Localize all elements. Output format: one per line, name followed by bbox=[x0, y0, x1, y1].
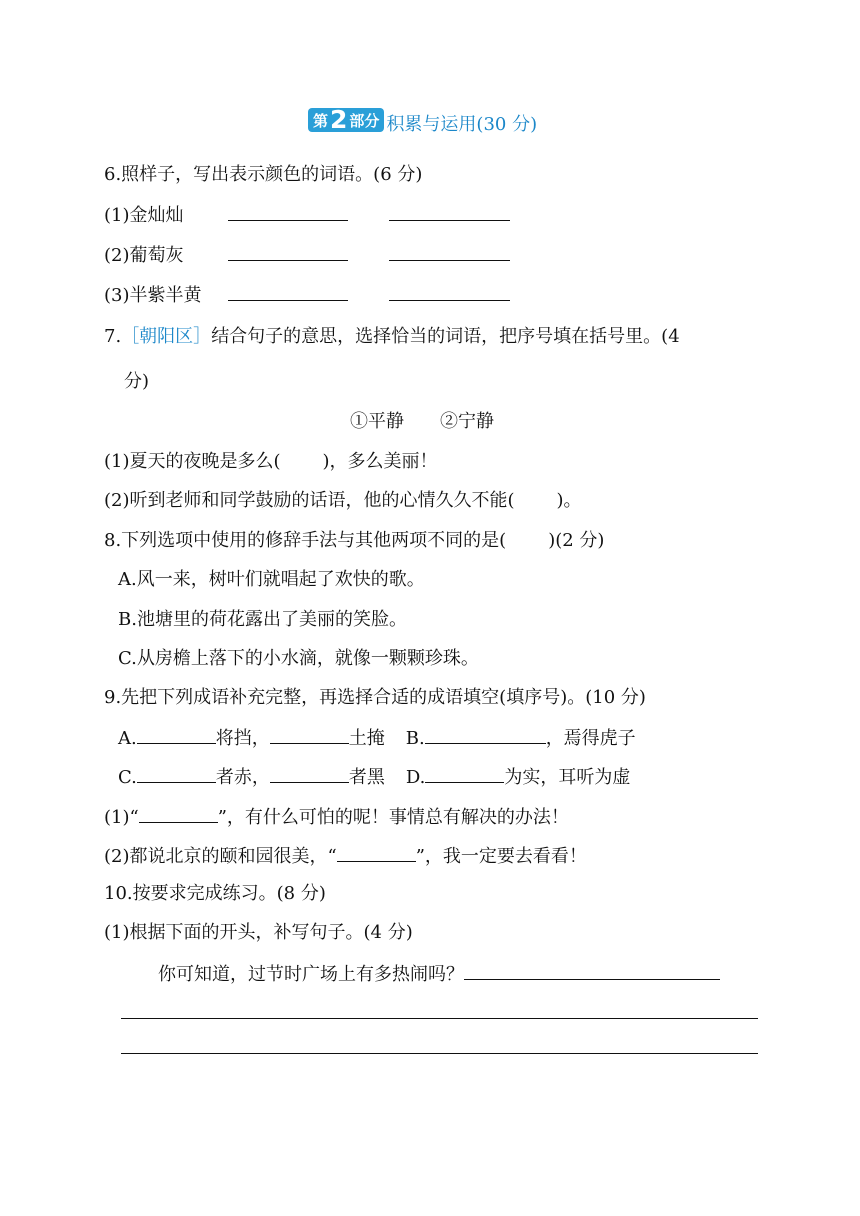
idiom-label: D. bbox=[405, 767, 426, 788]
q6-item-1 bbox=[104, 203, 510, 227]
q10-prompt: 你可知道，过节时广场上有多热闹吗？ bbox=[158, 964, 464, 985]
sentence-part: (1)“ bbox=[104, 807, 139, 828]
q6-item-2 bbox=[104, 243, 510, 267]
q6-title: 6.照样子，写出表示颜色的词语。(6 分) bbox=[104, 164, 423, 185]
q10-sub-1: (1)根据下面的开头，补写句子。(4 分) bbox=[104, 922, 413, 943]
answer-blank[interactable] bbox=[270, 726, 349, 744]
answer-blank[interactable] bbox=[228, 243, 348, 261]
idiom-label: B. bbox=[405, 728, 425, 749]
q8-title bbox=[104, 530, 604, 552]
answer-blank[interactable] bbox=[228, 283, 348, 301]
answer-blank[interactable] bbox=[464, 962, 720, 980]
q7-title bbox=[104, 326, 680, 348]
q7-options: ①平静 ②宁静 bbox=[350, 411, 494, 432]
q9-sentence-1 bbox=[104, 805, 569, 829]
answer-blank[interactable] bbox=[389, 203, 510, 221]
idiom-text: ，焉得虎子 bbox=[545, 728, 636, 749]
answer-blank[interactable] bbox=[228, 203, 348, 221]
idiom-text: 为实，耳听为虚 bbox=[504, 767, 631, 788]
q10-prompt-line bbox=[158, 962, 720, 986]
answer-blank[interactable] bbox=[389, 283, 510, 301]
badge-post: 部分 bbox=[349, 112, 380, 130]
q8-option-b: B.池塘里的荷花露出了美丽的笑脸。 bbox=[118, 609, 407, 630]
sentence-part: ”，我一定要去看看！ bbox=[415, 846, 587, 867]
idiom-text: 者黑 bbox=[348, 767, 385, 788]
answer-blank[interactable] bbox=[137, 765, 216, 783]
q7-sentence-1 bbox=[104, 451, 438, 473]
answer-line[interactable] bbox=[121, 1018, 758, 1019]
idiom-text: 者赤， bbox=[215, 767, 270, 788]
q7-title-text: 结合句子的意思，选择恰当的词语，把序号填在括号里。(4 bbox=[211, 326, 680, 347]
sentence-part: (2)听到老师和同学鼓励的话语，他的心情久久不能( bbox=[104, 490, 515, 511]
idiom-text: 将挡， bbox=[215, 728, 270, 749]
q8-option-c: C.从房檐上落下的小水滴，就像一颗颗珍珠。 bbox=[118, 648, 479, 669]
sentence-part: )。 bbox=[556, 490, 582, 511]
sentence-part: (1)夏天的夜晚是多么( bbox=[104, 451, 281, 472]
q8-option-a: A.风一来，树叶们就唱起了欢快的歌。 bbox=[118, 569, 425, 590]
answer-blank[interactable] bbox=[425, 765, 504, 783]
q7-sentence-2 bbox=[104, 490, 582, 512]
q6-item-label: (1)金灿灿 bbox=[104, 205, 184, 226]
q8-score: )(2 分) bbox=[548, 530, 605, 551]
q10-title: 10.按要求完成练习。(8 分) bbox=[104, 883, 326, 904]
q7-title-cont: 分) bbox=[124, 371, 150, 392]
q9-sentence-2 bbox=[104, 844, 587, 868]
sentence-part: ”，有什么可怕的呢！事情总有解决的办法！ bbox=[217, 807, 569, 828]
section-heading bbox=[308, 107, 537, 133]
q9-row-ab bbox=[118, 726, 636, 750]
q9-title: 9.先把下列成语补充完整，再选择合适的成语填空(填序号)。(10 分) bbox=[104, 687, 646, 708]
section-title: 积累与运用(30 分) bbox=[386, 114, 538, 135]
q9-row-cd bbox=[118, 765, 630, 789]
idiom-text: 土掩 bbox=[348, 728, 385, 749]
answer-line[interactable] bbox=[121, 1053, 758, 1054]
q6-item-3 bbox=[104, 283, 510, 307]
sentence-part: (2)都说北京的颐和园很美，“ bbox=[104, 846, 337, 867]
answer-blank[interactable] bbox=[389, 243, 510, 261]
answer-blank[interactable] bbox=[137, 726, 216, 744]
idiom-label: A. bbox=[118, 728, 137, 749]
answer-blank[interactable] bbox=[425, 726, 546, 744]
sentence-part: )，多么美丽！ bbox=[322, 451, 438, 472]
answer-blank[interactable] bbox=[337, 844, 416, 862]
answer-blank[interactable] bbox=[270, 765, 349, 783]
q7-source: ［朝阳区］ bbox=[121, 326, 212, 347]
idiom-label: C. bbox=[118, 767, 137, 788]
q6-item-label: (3)半紫半黄 bbox=[104, 285, 202, 306]
badge-pre: 第 bbox=[313, 112, 329, 130]
q8-title-text: 8.下列选项中使用的修辞手法与其他两项不同的是( bbox=[104, 530, 507, 551]
answer-blank[interactable] bbox=[139, 805, 218, 823]
q7-number: 7. bbox=[104, 326, 122, 347]
section-badge bbox=[308, 105, 384, 134]
badge-number: 2 bbox=[330, 105, 348, 134]
q6-item-label: (2)葡萄灰 bbox=[104, 245, 184, 266]
